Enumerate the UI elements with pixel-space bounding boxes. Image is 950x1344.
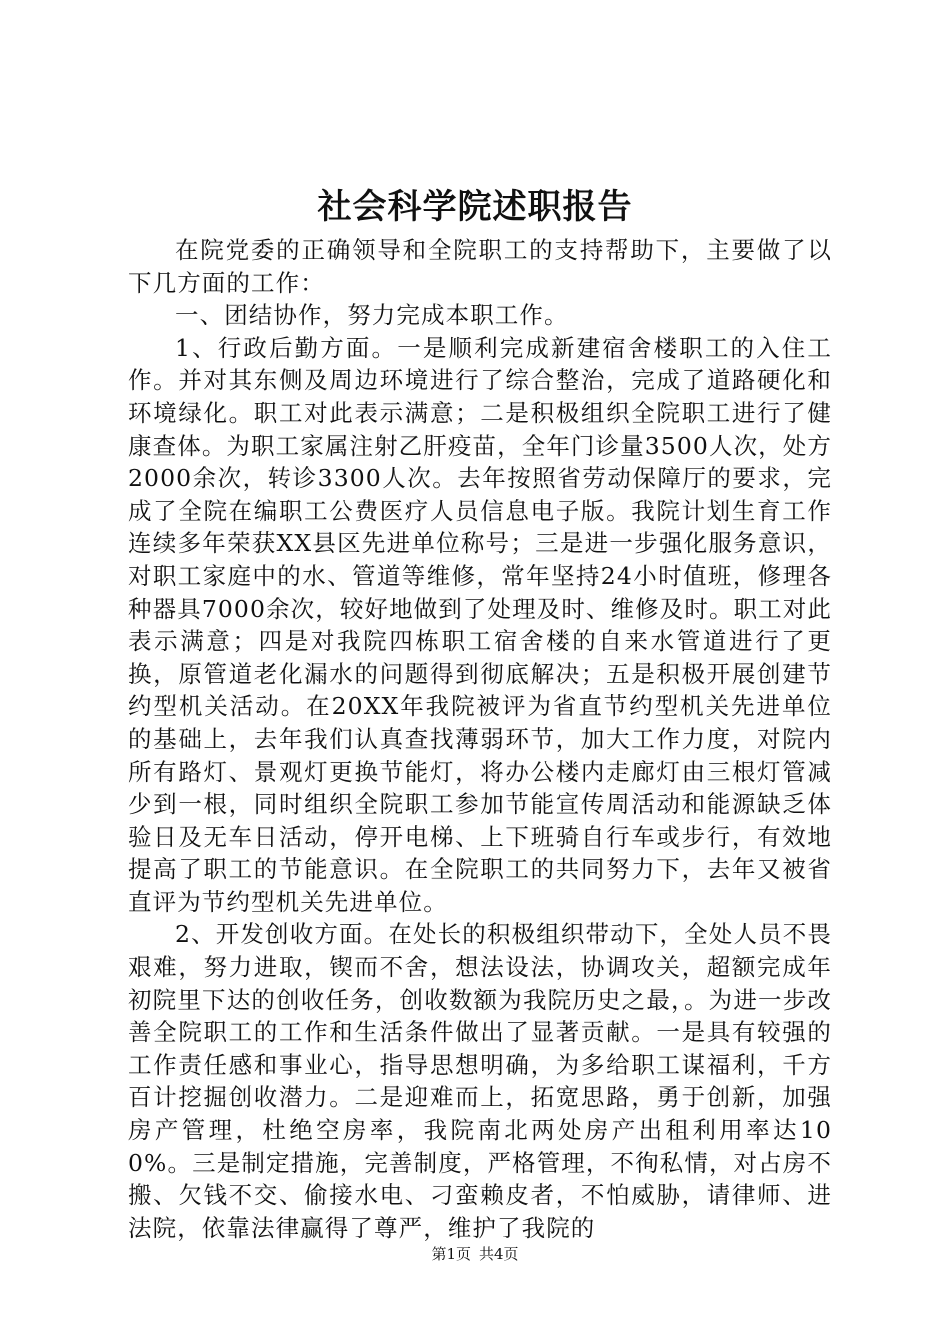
- page-footer: [0, 1244, 950, 1264]
- paragraph-section-heading: 一、团结协作，努力完成本职工作。: [175, 301, 569, 330]
- document-title: 社会科学院述职报告: [317, 187, 633, 227]
- page-number-total: 共4页: [479, 1245, 519, 1263]
- paragraph-revenue: 2、开发创收方面。在处长的积极组织带动下，全处人员不畏艰难，努力进取，锲而不舍，想法设法，协调攻关，超额完成年初院里下达的创收任务，创收数额为我院历史之最，。为进一步改善全院职工的工作和生活条件做出了显著贡献。一是具有较强的工作责任感和事业心，指导思想明确，为多给职工谋福利，千方百计挖掘创收潜力。二是迎难而上，拓宽思路，勇于创新，加强房产管理，杜绝空房率，我院南北两处房产出租利用率达100%。三是制定措施，完善制度，严格管理，不徇私情，对占房不搬、欠钱不交、偷接水电、刁蛮赖皮者，不怕威胁，请律师、进法院，依靠法律赢得了尊严，维护了我院的: [128, 920, 832, 1242]
- document-body: [128, 234, 832, 1244]
- page-number-current: 第1页: [431, 1245, 471, 1263]
- paragraph-logistics: 1、行政后勤方面。一是顺利完成新建宿舍楼职工的入住工作。并对其东侧及周边环境进行了综合整治，完成了道路硬化和环境绿化。职工对此表示满意；二是积极组织全院职工进行了健康查体。为职工家属注射乙肝疫苗，全年门诊量3500人次，处方2000余次，转诊3300人次。去年按照省劳动保障厅的要求，完成了全院在编职工公费医疗人员信息电子版。我院计划生育工作连续多年荣获XX县区先进单位称号；三是进一步强化服务意识，对职工家庭中的水、管道等维修，常年坚持24小时值班，修理各种器具7000余次，较好地做到了处理及时、维修及时。职工对此表示满意；四是对我院四栋职工宿舍楼的自来水管道进行了更换，原管道老化漏水的问题得到彻底解决；五是积极开展创建节约型机关活动。在20XX年我院被评为省直节约型机关先进单位的基础上，去年我们认真查找薄弱环节，加大工作力度，对院内所有路灯、景观灯更换节能灯，将办公楼内走廊灯由三根灯管减少到一根，同时组织全院职工参加节能宣传周活动和能源缺乏体验日及无车日活动，停开电梯、上下班骑自行车或步行，有效地提高了职工的节能意识。在全院职工的共同努力下，去年又被省直评为节约型机关先进单位。: [128, 333, 832, 916]
- paragraph-intro: 在院党委的正确领导和全院职工的支持帮助下，主要做了以下几方面的工作：: [128, 236, 832, 297]
